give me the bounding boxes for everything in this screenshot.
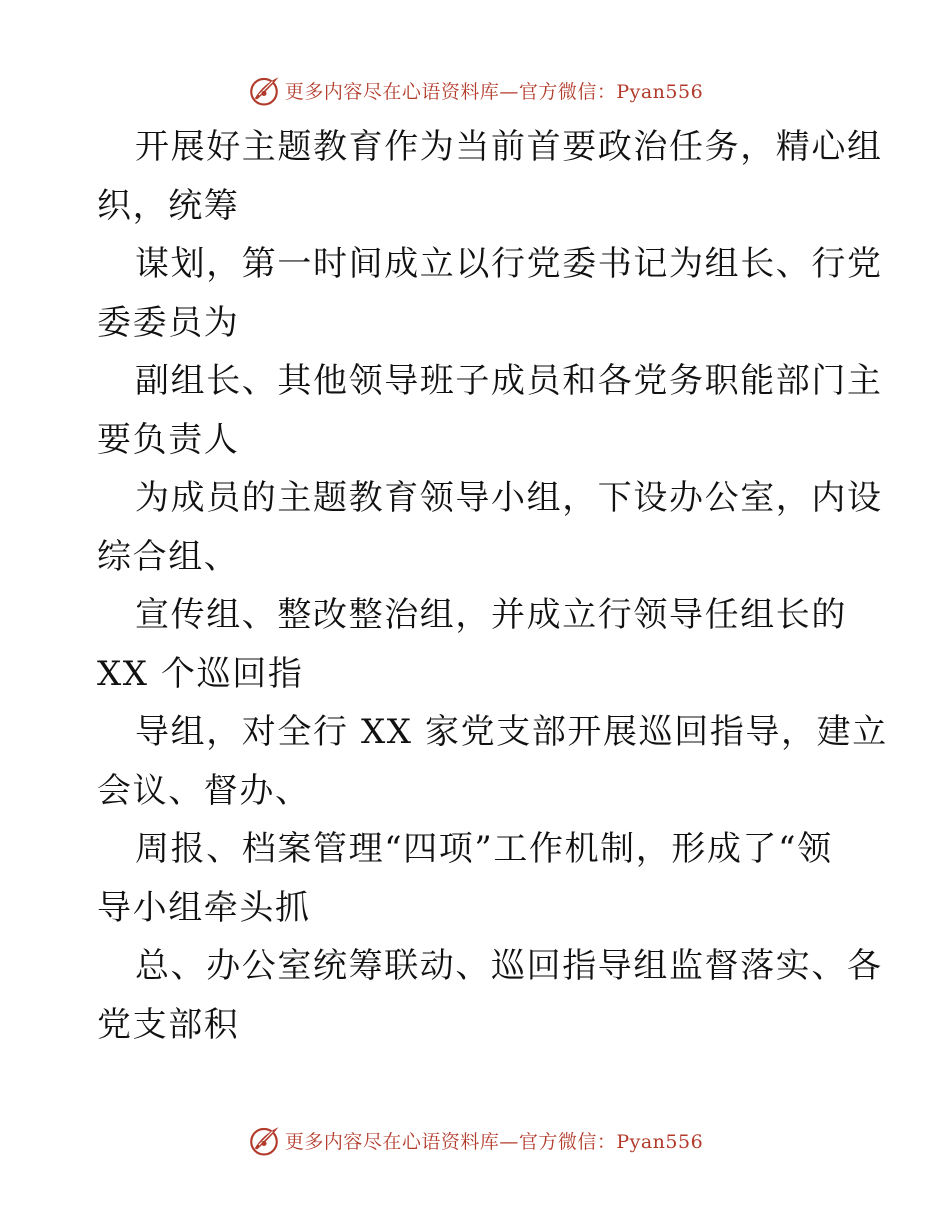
text-line: 宣传组、整改整治组，并成立行领导任组长的 xyxy=(135,595,847,635)
header-banner-text: 更多内容尽在心语资料库—官方微信：Pyan556 xyxy=(284,80,704,103)
header-banner xyxy=(0,70,950,110)
text-line: 综合组、 xyxy=(97,536,240,577)
text-line: XX 个巡回指 xyxy=(97,653,304,694)
footer-banner-text: 更多内容尽在心语资料库—官方微信：Pyan556 xyxy=(284,1130,704,1153)
text-line: 委委员为 xyxy=(97,302,240,343)
footer-banner xyxy=(0,1120,950,1160)
text-line: 总、办公室统筹联动、巡回指导组监督落实、各 xyxy=(135,946,883,986)
text-line: 导小组牵头抓 xyxy=(97,887,311,928)
text-line: 会议、督办、 xyxy=(97,770,311,811)
text-line: 织，统筹 xyxy=(97,185,240,226)
quill-pen-logo-icon xyxy=(247,73,281,107)
text-line: 周报、档案管理“四项”工作机制，形成了“领 xyxy=(135,829,833,869)
text-line: 为成员的主题教育领导小组，下设办公室，内设 xyxy=(135,478,883,518)
text-line: 要负责人 xyxy=(97,419,240,460)
text-line: 导组，对全行 XX 家党支部开展巡回指导，建立 xyxy=(135,712,888,752)
text-line: 谋划，第一时间成立以行党委书记为组长、行党 xyxy=(135,244,883,284)
text-line: 副组长、其他领导班子成员和各党务职能部门主 xyxy=(135,361,883,401)
quill-pen-logo-icon xyxy=(247,1123,281,1157)
document-body xyxy=(97,118,888,1054)
text-line: 开展好主题教育作为当前首要政治任务，精心组 xyxy=(135,127,883,167)
text-line: 党支部积 xyxy=(97,1004,240,1045)
